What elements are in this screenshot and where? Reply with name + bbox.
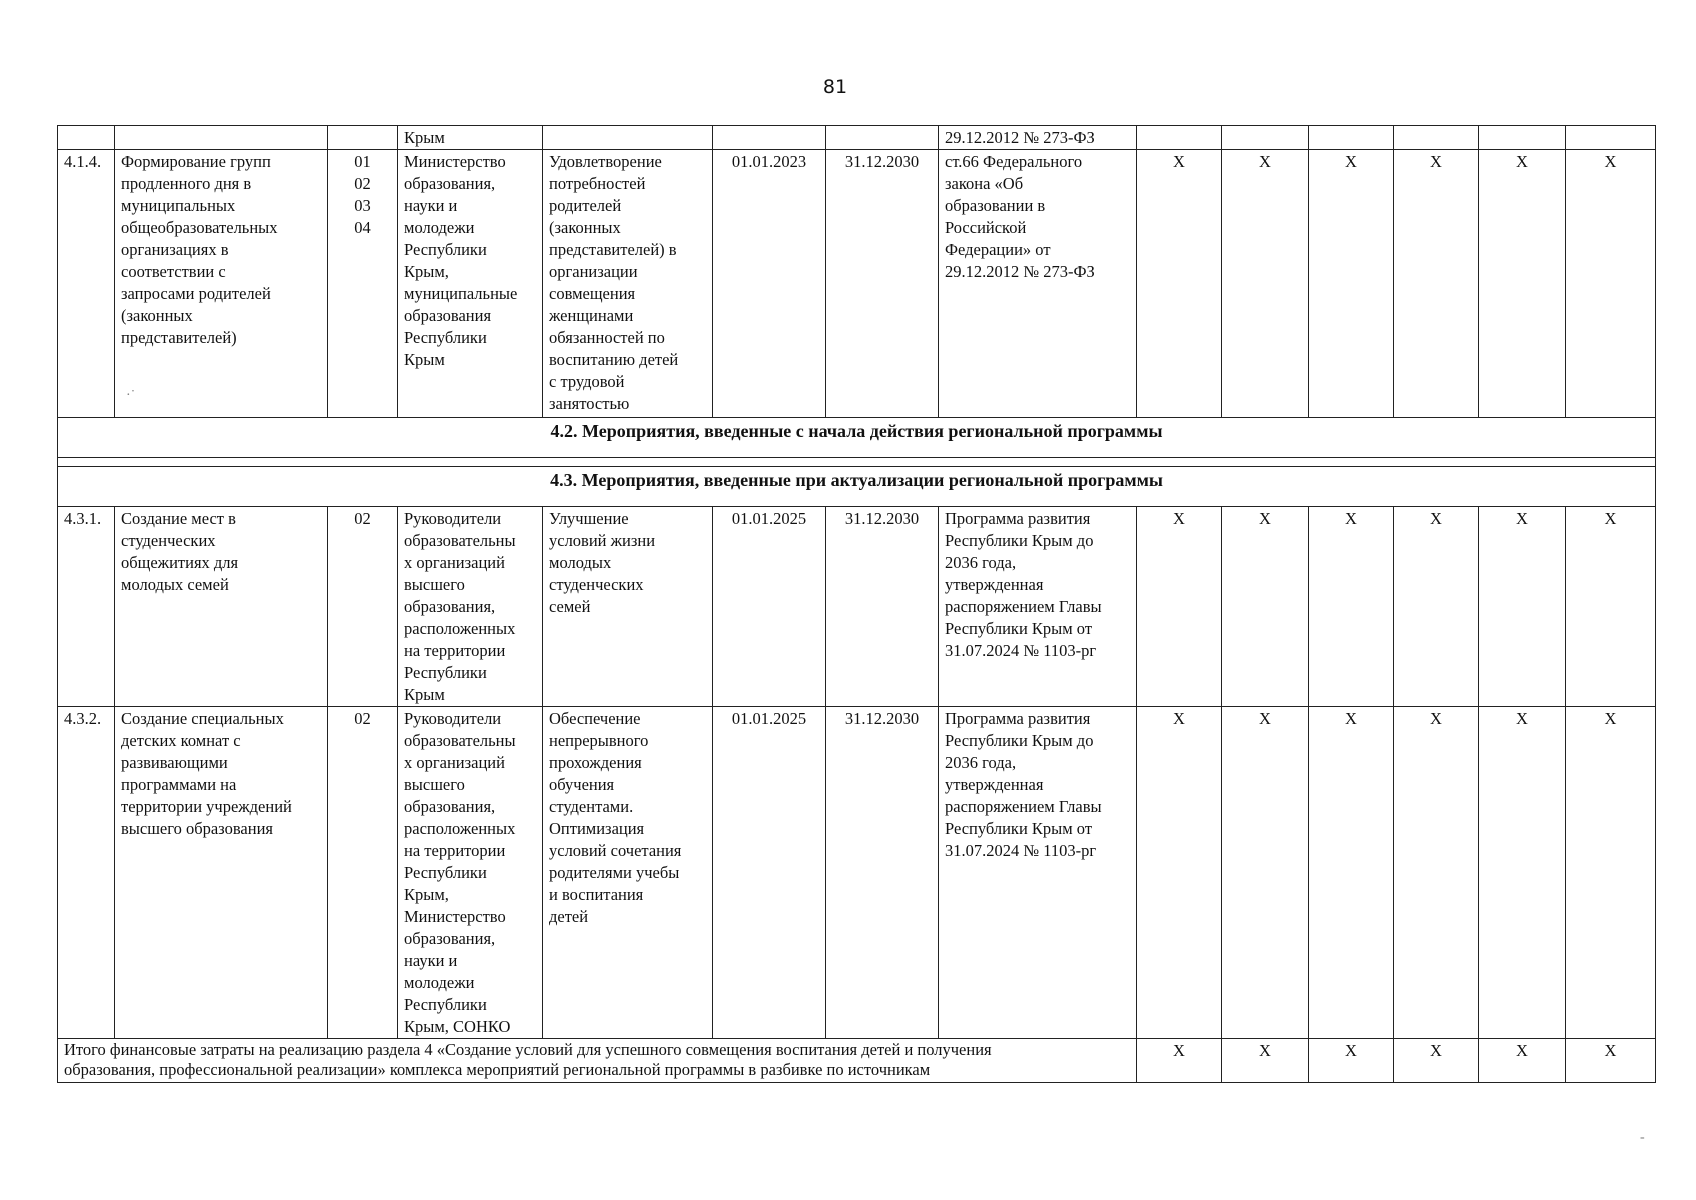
carry-end-cell [826,126,939,150]
responsible-line: Республики [404,663,487,682]
measure-number-cell: 4.3.2. [58,707,115,1039]
measure-codes-cell [328,707,398,1039]
basis-line: образовании в [945,196,1046,215]
measure-basis-cell [939,707,1137,1039]
basis-line: Российской [945,218,1027,237]
measure-name-line: общеобразовательных [121,218,278,237]
result-line: совмещения [549,284,636,303]
basis-line: 2036 года, [945,753,1017,772]
total-mark-cell: X [1222,1039,1309,1083]
measure-result-cell [543,150,713,418]
responsible-line: Республики [404,995,487,1014]
responsible-line: высшего [404,775,465,794]
basis-line: 31.07.2024 № 1103-рг [945,841,1097,860]
basis-line: Федерации» от [945,240,1051,259]
responsible-line: образования, [404,597,496,616]
basis-line: распоряжением Главы [945,797,1102,816]
measure-start-date-cell: 01.01.2025 [713,507,826,707]
result-line: родителями учебы [549,863,680,882]
result-line: организации [549,262,638,281]
responsible-line: Министерство [404,152,506,171]
total-mark-cell: X [1137,1039,1222,1083]
responsible-line: х организаций [404,553,505,572]
basis-line: 29.12.2012 № 273-ФЗ [945,262,1095,281]
result-line: женщинами [549,306,634,325]
responsible-line: образования, [404,929,496,948]
basis-line: утвержденная [945,775,1044,794]
section-heading-4-3 [58,467,1656,507]
responsible-line: на территории [404,841,506,860]
measure-name-line: Создание мест в [121,509,236,528]
measure-basis-cell [939,150,1137,418]
result-line: Обеспечение [549,709,641,728]
result-line: непрерывного [549,731,649,750]
basis-line: Программа развития [945,509,1091,528]
finance-mark-cell: X [1479,507,1566,707]
measure-name-line: муниципальных [121,196,236,215]
measure-codes-cell [328,507,398,707]
responsible-line: образования, [404,797,496,816]
section-heading-4-2 [58,418,1656,458]
result-line: и воспитания [549,885,644,904]
measure-result-cell [543,507,713,707]
responsible-line: Республики [404,863,487,882]
responsible-line: образования [404,306,492,325]
total-mark-cell: X [1394,1039,1479,1083]
result-line: воспитанию детей [549,350,679,369]
finance-mark-cell: X [1137,507,1222,707]
measure-end-date-cell: 31.12.2030 [826,507,939,707]
measure-responsible-cell [398,707,543,1039]
result-line: Удовлетворение [549,152,662,171]
finance-mark-cell: X [1137,150,1222,418]
finance-mark-cell: X [1222,150,1309,418]
basis-line: Республики Крым до [945,531,1094,550]
basis-line: 2036 года, [945,553,1017,572]
measure-name-line: соответствии с [121,262,226,281]
finance-mark-cell: X [1137,707,1222,1039]
carry-start-cell [713,126,826,150]
carry-over-row [58,126,1656,150]
finance-mark-cell: X [1309,507,1394,707]
result-line: Улучшение [549,509,629,528]
measure-name-cell [115,707,328,1039]
result-line: занятостью [549,394,630,413]
responsible-line: Крым, СОНКО [404,1017,511,1036]
page-number: 81 [822,76,848,98]
measure-name-cell [115,150,328,418]
table-body [58,126,1656,1083]
finance-mark-cell: X [1394,707,1479,1039]
basis-line: Программа развития [945,709,1091,728]
carry-result-cell [543,126,713,150]
measure-responsible-cell [398,507,543,707]
responsible-line: муниципальные [404,284,518,303]
finance-mark-cell: X [1222,707,1309,1039]
measure-code: 02 [354,709,371,728]
finance-mark-cell: X [1394,150,1479,418]
responsible-line: молодежи [404,218,475,237]
measure-name-line: развивающими [121,753,228,772]
result-line: студенческих [549,575,644,594]
responsible-line: Крым, [404,262,449,281]
measure-name-line: продленного дня в [121,174,252,193]
responsible-line: Министерство [404,907,506,926]
section-heading-text: 4.3. Мероприятия, введенные при актуализации региональной программы [58,467,1656,507]
responsible-line: Крым, [404,885,449,904]
measure-name-cell [115,507,328,707]
result-line: детей [549,907,589,926]
total-text-line: Итого финансовые затраты на реализацию раздела 4 «Создание условий для успешного совмещения воспитания детей и получения [64,1040,992,1059]
finance-mark-cell: X [1566,707,1656,1039]
carry-responsible-cell: Крым [398,126,543,150]
responsible-line: образовательны [404,531,516,550]
measure-start-date-cell: 01.01.2025 [713,707,826,1039]
measure-code: 01 [354,152,371,171]
measure-name-line: территории учреждений [121,797,292,816]
finance-mark-cell: X [1479,707,1566,1039]
measure-code: 03 [354,196,371,215]
responsible-line: Руководители [404,509,502,528]
result-line: представителей) в [549,240,677,259]
measure-code: 02 [354,509,371,528]
result-line: (законных [549,218,621,237]
responsible-line: расположенных [404,619,516,638]
measures-table [57,125,1656,1083]
basis-line: закона «Об [945,174,1024,193]
finance-mark-cell: X [1309,707,1394,1039]
measure-responsible-cell [398,150,543,418]
total-mark-cell: X [1479,1039,1566,1083]
responsible-line: высшего [404,575,465,594]
result-line: Оптимизация [549,819,645,838]
total-row [58,1039,1656,1083]
basis-line: распоряжением Главы [945,597,1102,616]
responsible-line: науки и [404,196,458,215]
carry-code-cell [328,126,398,150]
measure-name-line: студенческих [121,531,216,550]
measure-basis-cell [939,507,1137,707]
measure-number-cell: 4.3.1. [58,507,115,707]
section-heading-text: 4.2. Мероприятия, введенные с начала действия региональной программы [58,418,1656,458]
total-text-cell [58,1039,1137,1083]
measure-name-line: организациях в [121,240,229,259]
finance-mark-cell: X [1566,150,1656,418]
result-line: обязанностей по [549,328,665,347]
measure-row [58,707,1656,1039]
finance-mark-cell: X [1394,507,1479,707]
result-line: родителей [549,196,622,215]
responsible-line: образовательны [404,731,516,750]
basis-line: Республики Крым от [945,619,1093,638]
finance-mark-cell: X [1479,150,1566,418]
measure-start-date-cell: 01.01.2023 [713,150,826,418]
carry-name-cell [115,126,328,150]
measure-name-line: программами на [121,775,237,794]
finance-mark-cell: X [1222,507,1309,707]
measure-row [58,150,1656,418]
responsible-line: Республики [404,328,487,347]
measure-name-line: Создание специальных [121,709,284,728]
finance-mark-cell: X [1566,507,1656,707]
result-line: условий жизни [549,531,656,550]
total-mark-cell: X [1566,1039,1656,1083]
measure-name-line: представителей) [121,328,237,347]
measure-row [58,507,1656,707]
result-line: потребностей [549,174,646,193]
measure-name-line: общежитиях для [121,553,239,572]
measure-code: 02 [354,174,371,193]
measure-name-line: (законных [121,306,193,325]
responsible-line: х организаций [404,753,505,772]
scan-mark: ·˙ [126,388,136,403]
measure-code: 04 [354,218,371,237]
result-line: студентами. [549,797,634,816]
finance-mark-cell: X [1309,150,1394,418]
responsible-line: молодежи [404,973,475,992]
basis-line: утвержденная [945,575,1044,594]
result-line: условий сочетания [549,841,682,860]
basis-line: Республики Крым до [945,731,1094,750]
responsible-line: Республики [404,240,487,259]
measure-name-line: высшего образования [121,819,273,838]
result-line: с трудовой [549,372,625,391]
result-line: обучения [549,775,615,794]
carry-num-cell [58,126,115,150]
measure-number-cell: 4.1.4. [58,150,115,418]
measure-end-date-cell: 31.12.2030 [826,150,939,418]
responsible-line: науки и [404,951,458,970]
basis-line: 31.07.2024 № 1103-рг [945,641,1097,660]
carry-basis-cell: 29.12.2012 № 273-ФЗ [939,126,1137,150]
responsible-line: на территории [404,641,506,660]
measure-name-line: молодых семей [121,575,229,594]
result-line: молодых [549,553,612,572]
responsible-line: Крым [404,685,445,704]
total-mark-cell: X [1309,1039,1394,1083]
responsible-line: Крым [404,350,445,369]
result-line: прохождения [549,753,642,772]
scan-mark: ‐ [1640,1130,1645,1145]
responsible-line: расположенных [404,819,516,838]
responsible-line: Руководители [404,709,502,728]
result-line: семей [549,597,591,616]
measure-name-line: запросами родителей [121,284,271,303]
measure-name-line: Формирование групп [121,152,271,171]
measure-result-cell [543,707,713,1039]
measure-codes-cell [328,150,398,418]
responsible-line: образования, [404,174,496,193]
total-text-line: образования, профессиональной реализации» комплекса мероприятий региональной программы в разбивке по источникам [64,1060,931,1079]
basis-line: ст.66 Федерального [945,152,1083,171]
measure-name-line: детских комнат с [121,731,241,750]
measure-end-date-cell: 31.12.2030 [826,707,939,1039]
basis-line: Республики Крым от [945,819,1093,838]
section-gap [58,458,1656,467]
